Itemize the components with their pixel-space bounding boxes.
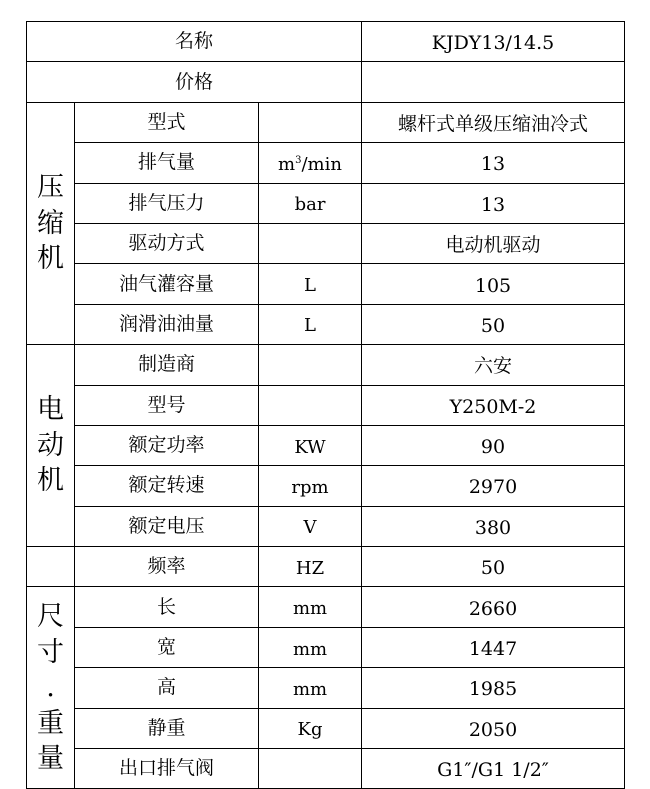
group-label-empty [27, 547, 75, 587]
row-label: 润滑油油量 [75, 304, 259, 344]
row-unit: L [259, 304, 362, 344]
row-value: 90 [362, 425, 625, 465]
table-row [27, 304, 625, 344]
row-value: G1″/G1 1/2″ [362, 749, 625, 789]
row-label: 型号 [75, 385, 259, 425]
row-value: 13 [362, 183, 625, 223]
row-value: 1447 [362, 627, 625, 667]
row-label: 额定功率 [75, 425, 259, 465]
table-row-frequency [27, 547, 625, 587]
row-value: 50 [362, 304, 625, 344]
row-unit [259, 385, 362, 425]
row-unit [259, 223, 362, 263]
row-label: 出口排气阀 [75, 749, 259, 789]
name-label: 名称 [27, 22, 362, 62]
row-unit: rpm [259, 466, 362, 506]
table-row [27, 587, 625, 627]
row-label: 驱动方式 [75, 223, 259, 263]
table-row-name [27, 22, 625, 62]
row-unit: Kg [259, 708, 362, 748]
row-value: 螺杆式单级压缩油冷式 [362, 102, 625, 142]
row-unit [259, 345, 362, 385]
row-unit: L [259, 264, 362, 304]
table-row [27, 385, 625, 425]
row-value: 2050 [362, 708, 625, 748]
table-row [27, 506, 625, 546]
table-row [27, 425, 625, 465]
row-label: 高 [75, 668, 259, 708]
row-label: 型式 [75, 102, 259, 142]
table-row [27, 264, 625, 304]
price-value [362, 62, 625, 102]
table-row [27, 668, 625, 708]
table-row-price [27, 62, 625, 102]
table-row [27, 143, 625, 183]
row-value: 六安 [362, 345, 625, 385]
row-value: 电动机驱动 [362, 223, 625, 263]
price-label: 价格 [27, 62, 362, 102]
table-row [27, 223, 625, 263]
row-label: 静重 [75, 708, 259, 748]
row-unit: V [259, 506, 362, 546]
group-label-dimensions: 尺 寸 . 重 量 [27, 587, 75, 789]
table-row [27, 627, 625, 667]
spec-table [26, 21, 625, 789]
row-value: 50 [362, 547, 625, 587]
row-label: 频率 [75, 547, 259, 587]
table-row [27, 708, 625, 748]
row-label: 制造商 [75, 345, 259, 385]
row-value: 1985 [362, 668, 625, 708]
table-row [27, 102, 625, 142]
row-unit: mm [259, 627, 362, 667]
row-label: 排气量 [75, 143, 259, 183]
row-label: 油气灌容量 [75, 264, 259, 304]
row-label: 长 [75, 587, 259, 627]
row-label: 排气压力 [75, 183, 259, 223]
row-label: 额定转速 [75, 466, 259, 506]
row-unit: bar [259, 183, 362, 223]
row-value: 105 [362, 264, 625, 304]
group-label-compressor: 压 缩 机 [27, 102, 75, 344]
row-unit [259, 749, 362, 789]
row-value: 380 [362, 506, 625, 546]
table-row [27, 749, 625, 789]
table-row [27, 466, 625, 506]
row-value: 2970 [362, 466, 625, 506]
table-row [27, 345, 625, 385]
group-label-motor: 电 动 机 [27, 345, 75, 547]
row-unit: KW [259, 425, 362, 465]
row-unit: mm [259, 668, 362, 708]
row-label: 额定电压 [75, 506, 259, 546]
row-unit: mm [259, 587, 362, 627]
row-value: Y250M-2 [362, 385, 625, 425]
row-unit: HZ [259, 547, 362, 587]
table-row [27, 183, 625, 223]
name-value: KJDY13/14.5 [362, 22, 625, 62]
row-label: 宽 [75, 627, 259, 667]
row-unit: $m^3/\min$ [259, 143, 362, 183]
row-value: 13 [362, 143, 625, 183]
row-unit [259, 102, 362, 142]
row-value: 2660 [362, 587, 625, 627]
